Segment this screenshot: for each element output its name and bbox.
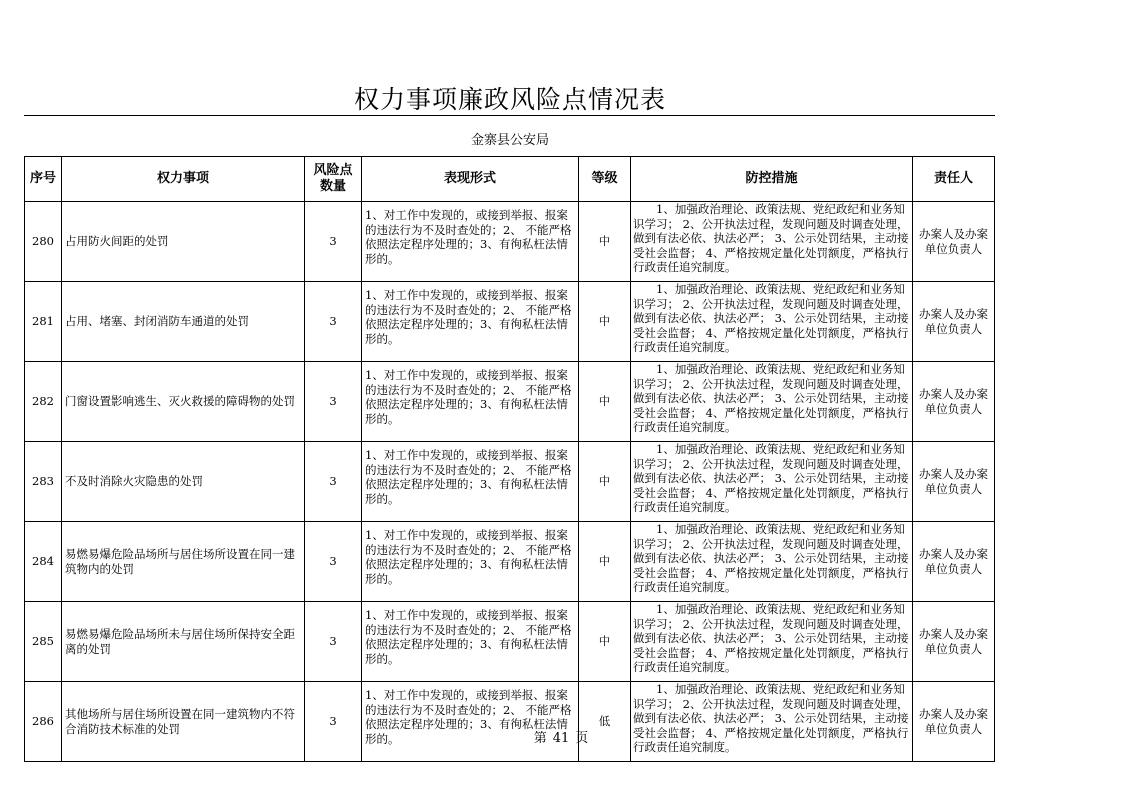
header-level: 等级 [579, 157, 631, 202]
row-measures [631, 522, 913, 602]
row-responsible: 办案人及办案单位负责人 [913, 442, 995, 522]
row-level: 低 [579, 682, 631, 762]
page-number: 41 [552, 731, 570, 746]
row-index: 286 [25, 682, 62, 762]
table-row [25, 602, 995, 682]
row-index: 282 [25, 362, 62, 442]
row-item: 易燃易爆危险品场所与居住场所设置在同一建筑物内的处罚 [62, 522, 305, 602]
row-level: 中 [579, 602, 631, 682]
table-row [25, 362, 995, 442]
row-manifestation: 1、对工作中发现的，或接到举报、报案的违法行为不及时查处的；2、 不能严格依照法定程序处理的；3、有徇私枉法情形的。 [362, 442, 579, 522]
footer-prefix: 第 [533, 731, 547, 746]
agency-name: 金寨县公安局 [470, 133, 549, 148]
row-item: 不及时消除火灾隐患的处罚 [62, 442, 305, 522]
row-measures [631, 282, 913, 362]
table-row [25, 442, 995, 522]
table-row [25, 202, 995, 282]
row-index: 284 [25, 522, 62, 602]
row-measures-text: 1、加强政治理论、政策法规、党纪政纪和业务知识学习； 2、公开执法过程，发现问题及时调查处理，做到有法必依、执法必严； 3、公示处罚结果，主动接受社会监督； 4、严格按规定量化处罚额度，严格执行行政责任追究制度。 [633, 602, 909, 674]
page-title: 权力事项廉政风险点情况表 [353, 85, 666, 114]
row-risk-count: 3 [305, 282, 362, 362]
row-measures [631, 682, 913, 762]
row-item: 占用防火间距的处罚 [62, 202, 305, 282]
row-measures-text: 1、加强政治理论、政策法规、党纪政纪和业务知识学习； 2、公开执法过程，发现问题及时调查处理，做到有法必依、执法必严； 3、公示处罚结果，主动接受社会监督； 4、严格按规定量化处罚额度，严格执行行政责任追究制度。 [633, 442, 909, 514]
row-index: 285 [25, 602, 62, 682]
header-measures: 防控措施 [631, 157, 913, 202]
row-index: 281 [25, 282, 62, 362]
footer-suffix: 页 [575, 731, 589, 746]
row-item: 其他场所与居住场所设置在同一建筑物内不符合消防技术标准的处罚 [62, 682, 305, 762]
row-risk-count: 3 [305, 522, 362, 602]
row-level: 中 [579, 522, 631, 602]
row-risk-count: 3 [305, 362, 362, 442]
row-responsible: 办案人及办案单位负责人 [913, 602, 995, 682]
risk-table [24, 156, 995, 762]
row-level: 中 [579, 362, 631, 442]
title-divider [24, 115, 995, 116]
row-index: 283 [25, 442, 62, 522]
row-responsible: 办案人及办案单位负责人 [913, 682, 995, 762]
row-item: 易燃易爆危险品场所未与居住场所保持安全距离的处罚 [62, 602, 305, 682]
row-risk-count: 3 [305, 602, 362, 682]
row-item: 门窗设置影响逃生、灭火救援的障碍物的处罚 [62, 362, 305, 442]
row-manifestation: 1、对工作中发现的，或接到举报、报案的违法行为不及时查处的；2、 不能严格依照法定程序处理的；3、有徇私枉法情形的。 [362, 522, 579, 602]
row-responsible: 办案人及办案单位负责人 [913, 522, 995, 602]
row-manifestation: 1、对工作中发现的，或接到举报、报案的违法行为不及时查处的；2、 不能严格依照法定程序处理的；3、有徇私枉法情形的。 [362, 602, 579, 682]
header-index: 序号 [25, 157, 62, 202]
row-measures-text: 1、加强政治理论、政策法规、党纪政纪和业务知识学习； 2、公开执法过程，发现问题及时调查处理，做到有法必依、执法必严； 3、公示处罚结果，主动接受社会监督； 4、严格按规定量化处罚额度，严格执行行政责任追究制度。 [633, 522, 909, 594]
table-header-row [25, 157, 995, 202]
header-manifestation: 表现形式 [362, 157, 579, 202]
row-responsible: 办案人及办案单位负责人 [913, 282, 995, 362]
row-measures [631, 442, 913, 522]
row-measures [631, 202, 913, 282]
row-level: 中 [579, 282, 631, 362]
row-risk-count: 3 [305, 442, 362, 522]
row-responsible: 办案人及办案单位负责人 [913, 202, 995, 282]
row-manifestation: 1、对工作中发现的，或接到举报、报案的违法行为不及时查处的；2、 不能严格依照法定程序处理的；3、有徇私枉法情形的。 [362, 362, 579, 442]
header-responsible: 责任人 [913, 157, 995, 202]
row-manifestation: 1、对工作中发现的，或接到举报、报案的违法行为不及时查处的；2、 不能严格依照法定程序处理的；3、有徇私枉法情形的。 [362, 282, 579, 362]
row-measures-text: 1、加强政治理论、政策法规、党纪政纪和业务知识学习； 2、公开执法过程，发现问题及时调查处理，做到有法必依、执法必严； 3、公示处罚结果，主动接受社会监督； 4、严格按规定量化处罚额度，严格执行行政责任追究制度。 [633, 202, 909, 274]
table-row [25, 282, 995, 362]
row-responsible: 办案人及办案单位负责人 [913, 362, 995, 442]
row-item: 占用、堵塞、封闭消防车通道的处罚 [62, 282, 305, 362]
table-row [25, 522, 995, 602]
row-risk-count: 3 [305, 682, 362, 762]
header-item: 权力事项 [62, 157, 305, 202]
page-footer [0, 727, 1122, 746]
row-manifestation: 1、对工作中发现的，或接到举报、报案的违法行为不及时查处的；2、 不能严格依照法定程序处理的；3、有徇私枉法情形的。 [362, 202, 579, 282]
row-measures-text: 1、加强政治理论、政策法规、党纪政纪和业务知识学习； 2、公开执法过程，发现问题及时调查处理，做到有法必依、执法必严； 3、公示处罚结果，主动接受社会监督； 4、严格按规定量化处罚额度，严格执行行政责任追究制度。 [633, 282, 909, 354]
header-risk-count: 风险点数量 [305, 157, 362, 202]
row-measures [631, 362, 913, 442]
row-measures-text: 1、加强政治理论、政策法规、党纪政纪和业务知识学习； 2、公开执法过程，发现问题及时调查处理，做到有法必依、执法必严； 3、公示处罚结果，主动接受社会监督； 4、严格按规定量化处罚额度，严格执行行政责任追究制度。 [633, 362, 909, 434]
row-level: 中 [579, 442, 631, 522]
row-manifestation: 1、对工作中发现的，或接到举报、报案的违法行为不及时查处的；2、 不能严格依照法定程序处理的；3、有徇私枉法情形的。 [362, 682, 579, 762]
table-row [25, 682, 995, 762]
row-level: 中 [579, 202, 631, 282]
row-index: 280 [25, 202, 62, 282]
row-measures [631, 602, 913, 682]
row-risk-count: 3 [305, 202, 362, 282]
row-measures-text: 1、加强政治理论、政策法规、党纪政纪和业务知识学习； 2、公开执法过程，发现问题及时调查处理，做到有法必依、执法必严； 3、公示处罚结果，主动接受社会监督； 4、严格按规定量化处罚额度，严格执行行政责任追究制度。 [633, 682, 909, 754]
